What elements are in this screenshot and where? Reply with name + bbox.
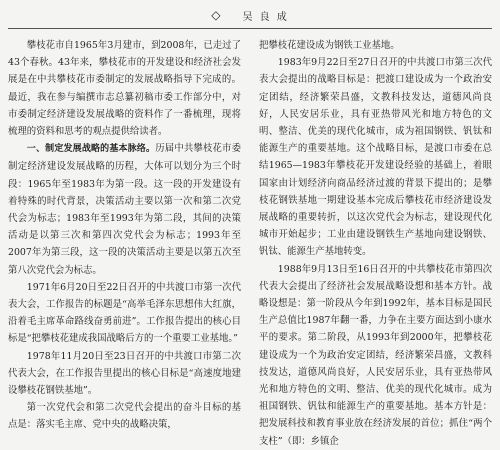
goals-basis-paragraph: 第一次党代会和第二次党代会提出的奋斗目标的基点是：落实毛主席、党中央的战略决策， — [8, 402, 241, 431]
continued-paragraph: 把攀枝花建设成为钢铁工业基地。 — [259, 40, 400, 51]
page-header — [0, 6, 500, 24]
second-congress-paragraph: 1978年11月20日至23日召开的中共渡口市第二次代表大会，在工作报告里提出的核心目标是“高速度地建设攀枝花钢铁基地”。 — [8, 350, 241, 397]
author-name: 吴 良 成 — [242, 11, 289, 23]
intro-paragraph: 攀枝花市自1965年3月建市，到2008年，已走过了43个春秋。43年来，攀枝花市的开发建设和经济社会发展是在中共攀枝花市委制定的发展战略指导下完成的。最近，我在参与编撰市志总纂初稿市委工作部分中，对市委制定经济建设发展战略的资料作了一番梳理，现将梳理的资料和思考的观点提供给读者。 — [8, 40, 241, 138]
left-column — [8, 37, 241, 434]
first-congress-paragraph: 1971年6月20日至22日召开的中共渡口市第一次代表大会，工作报告的标题是“高举毛泽东思想伟大红旗，沿着毛主席革命路线奋勇前进”。工作报告提出的核心目标是“把攀枝花建成我国战略后方的一个重要工业基地。” — [8, 281, 241, 345]
section-one-paragraph — [8, 140, 241, 279]
third-congress-paragraph: 1983年9月22日至27日召开的中共渡口市第三次代表大会提出的战略目标是：把渡口建设成为一个政治安定团结，经济繁荣昌盛，文教科技发达，道德风尚良好，人民安居乐业，具有亚热带风光和地方特色的文明、整洁、优美的现代化城市，成为祖国钢铁、钒钛和能源生产的重要基地。这个战略目标，是渡口市委在总结1965—1983年攀枝花开发建设经验的基础上，着眼国家由计划经济向商品经济过渡的背景下提出的；是攀枝花钢铁基地一期建设基本完成后攀枝花市经济建设发展战略的重要转折，以这次党代会为标志，建设现代化城市开始起步；工业由建设钢铁生产基地向建设钢铁、钒钛、能源生产基地转变。 — [259, 57, 492, 258]
section-one-heading: 一、制定发展战略的基本脉络。 — [26, 144, 156, 155]
header-rule — [8, 28, 492, 29]
diamond-icon: ◇ — [211, 8, 221, 22]
right-column — [259, 37, 492, 450]
fourth-congress-paragraph: 1988年9月13日至16日召开的中共攀枝花市第四次代表大会提出了经济社会发展战略设想和基本方针。战略设想是：第一阶段从今年到1992年，基本目标是国民生产总值比1987年翻一番，力争在主要方面达到小康水平的要求。第二阶段，从1993年到2000年，把攀枝花建设成为一个为政治安定团结，经济繁荣昌盛，文教科技发达，道德风尚良好，人民安居乐业，具有亚热带风光和地方特色的文明、整洁、优美的现代化城市。成为祖国钢铁、钒钛和能源生产的重要基地。基本方针是：把发展科技和教育事业放在经济发展的首位；抓住“两个支柱”（即：乡镇企 — [259, 263, 492, 447]
section-one-text: 历届中共攀枝花市委制定经济建设发展战略的历程，大体可以划分为三个时段：1965年至1983年为第一段。这一段的开发建设有着特殊的时代背景，决策活动主要以第一次和第二次党代会为标志；1983年至1993年为第二段，其间的决策活动是以第三次和第四次党代会为标志；1993年至2007年为第三段，这一段的决策活动主要是以第五次至第八次党代会为标志。 — [8, 143, 241, 276]
